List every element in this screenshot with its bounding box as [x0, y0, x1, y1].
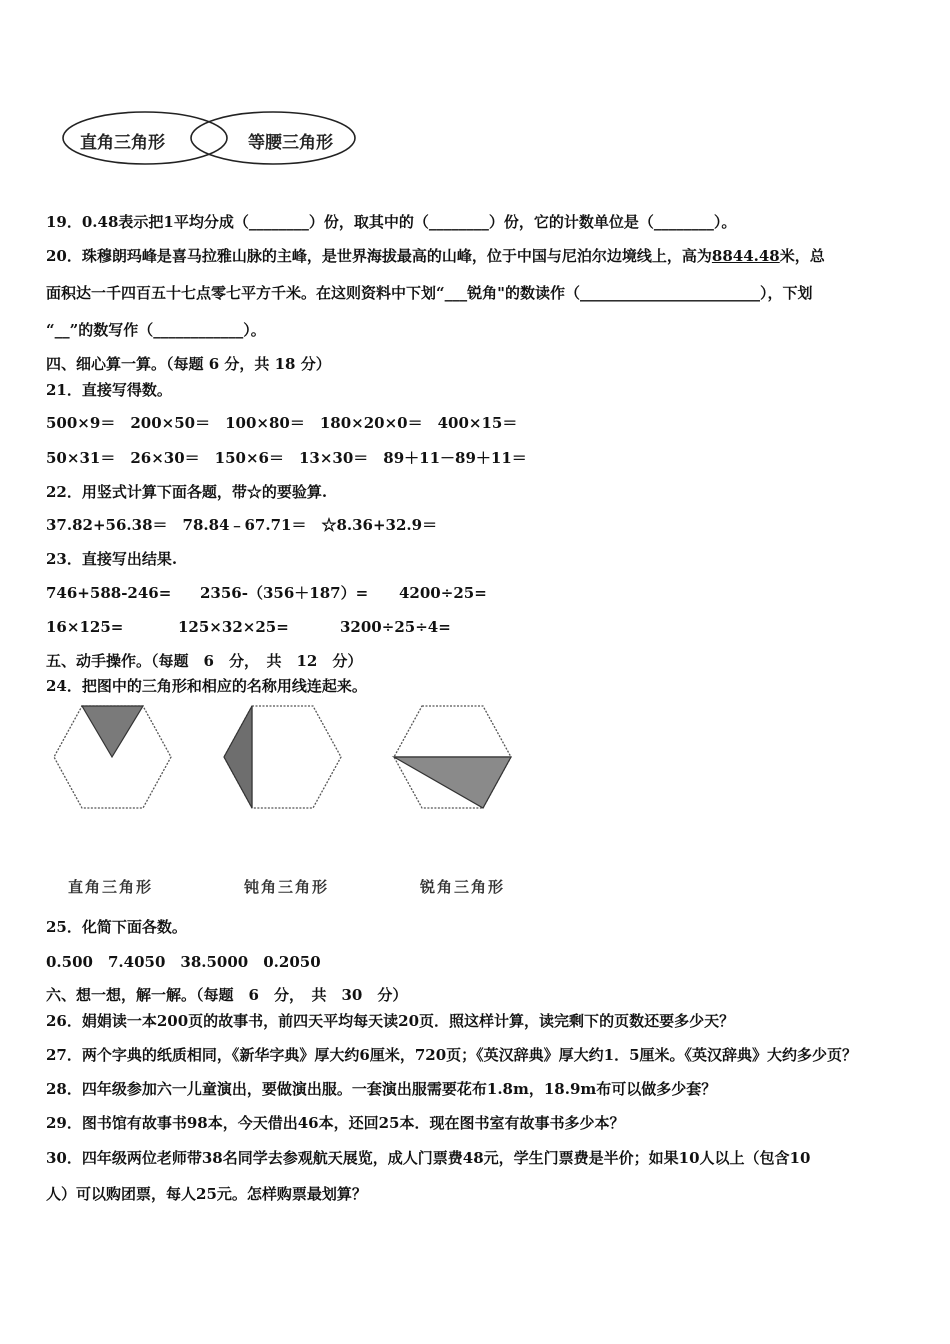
question-22-row: 37.82+56.38＝ 78.84﹣67.71＝ ☆8.36+32.9＝ [46, 516, 438, 534]
question-20-text-b: 米，总 [779, 247, 825, 265]
question-23-row-2-c: 3200÷25÷4= [340, 618, 451, 636]
question-23-row-2-b: 125×32×25= [178, 618, 289, 636]
question-22: 22．用竖式计算下面各题，带☆的要验算. [46, 483, 328, 501]
question-28: 28．四年级参加六一儿童演出，要做演出服。一套演出服需要花布1.8m，18.9m布可以做多少套？ [46, 1080, 717, 1098]
question-21-row-2: 50×31＝ 26×30＝ 150×6＝ 13×30＝ 89＋11－89＋11＝ [46, 449, 527, 467]
question-21-row-1: 500×9＝ 200×50＝ 100×80＝ 180×20×0＝ 400×15＝ [46, 414, 518, 432]
question-20-line-1 [46, 246, 825, 266]
question-29: 29．图书馆有故事书98本，今天借出46本，还回25本．现在图书室有故事书多少本？ [46, 1114, 625, 1132]
question-23-row-1-a: 746+588-246= [46, 584, 172, 602]
question-19: 19．0.48表示把1平均分成（________）份，取其中的（________）份，它的计数单位是（________）。 [46, 213, 737, 231]
venn-left-label: 直角三角形 [80, 133, 165, 153]
question-24: 24．把图中的三角形和相应的名称用线连起来。 [46, 677, 367, 695]
question-25: 25．化简下面各数。 [46, 918, 187, 936]
question-30-line-2: 人）可以购团票，每人25元。怎样购票最划算？ [46, 1185, 367, 1203]
venn-right-label: 等腰三角形 [248, 133, 333, 153]
question-23-row-2-a: 16×125= [46, 618, 124, 636]
question-20-line-2: 面积达一千四百五十七点零七平方千米。在这则资料中下划“___锐角"的数读作（________________________），下划 [46, 284, 813, 302]
question-30-line-1: 30．四年级两位老师带38名同学去参观航天展览，成人门票费48元，学生门票费是半价；如果10人以上（包含10 [46, 1149, 811, 1167]
right-triangle-shape [82, 706, 143, 757]
hexagon-figure-3 [390, 702, 515, 812]
question-23-row-1-b: 2356-（356＋187）= [200, 584, 369, 602]
question-20-text-a: 20．珠穆朗玛峰是喜马拉雅山脉的主峰，是世界海拔最高的山峰，位于中国与尼泊尔边境线上，高为 [46, 247, 712, 265]
question-25-row: 0.500 7.4050 38.5000 0.2050 [46, 953, 321, 971]
question-27: 27．两个字典的纸质相同，《新华字典》厚大约6厘米，720页；《英汉辞典》厚大约1．5厘米。《英汉辞典》大约多少页？ [46, 1046, 858, 1064]
question-23: 23．直接写出结果. [46, 550, 178, 568]
section-5-heading: 五、动手操作。（每题 6 分， 共 12 分） [46, 652, 363, 670]
hexagon-figure-1 [50, 702, 175, 812]
question-20-line-3: “__”的数写作（____________）。 [46, 321, 266, 339]
section-4-heading: 四、细心算一算。（每题 6 分，共 18 分） [46, 355, 331, 373]
question-23-row-1-c: 4200÷25= [399, 584, 487, 602]
section-6-heading: 六、想一想，解一解。（每题 6 分， 共 30 分） [46, 986, 408, 1004]
label-obtuse-triangle: 钝角三角形 [244, 878, 330, 896]
hexagon-figure-2 [220, 702, 345, 812]
obtuse-triangle-shape [224, 706, 252, 808]
label-right-triangle: 直角三角形 [68, 878, 154, 896]
question-21: 21．直接写得数。 [46, 381, 172, 399]
acute-triangle-shape [394, 757, 511, 808]
question-26: 26．娟娟读一本200页的故事书，前四天平均每天读20页．照这样计算，读完剩下的页数还要多少天？ [46, 1012, 735, 1030]
label-acute-triangle: 锐角三角形 [420, 878, 506, 896]
question-20-height-number: 8844.48 [711, 247, 780, 265]
